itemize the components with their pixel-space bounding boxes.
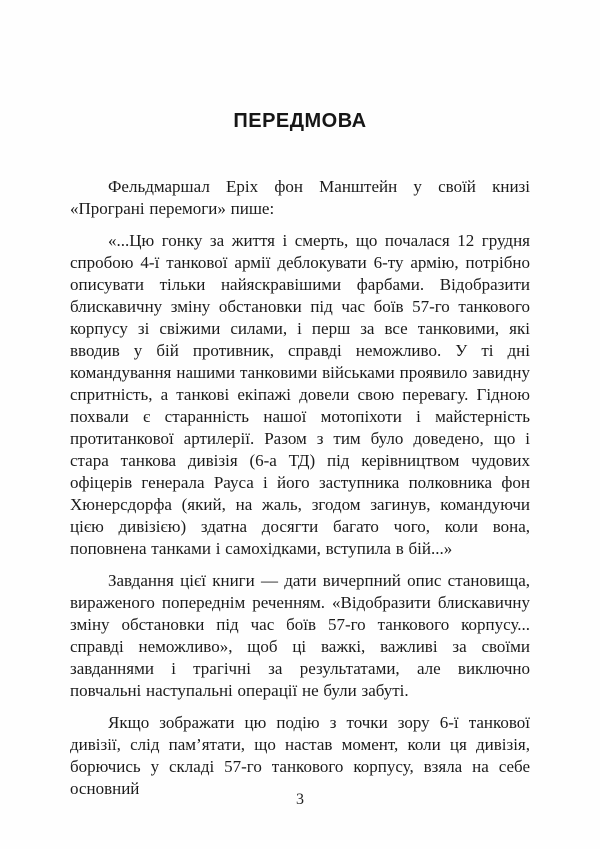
paragraph-intro: Фельдмаршал Еріх фон Манштейн у своїй книзі «Програні перемоги» пише: xyxy=(70,177,530,218)
page-number: 3 xyxy=(296,791,304,808)
paragraph-division-view: Якщо зображати цю подію з точки зору 6-ї танкової дивізії, слід пам’ятати, що настав момент, коли ця дивізія, борючись у складі 57-го танкового корпусу, взяла на себе основний xyxy=(70,713,530,798)
page-content xyxy=(70,176,530,800)
paragraph-book-task: Завдання цієї книги — дати вичерпний опис становища, вираженого попереднім реченням. «Відобразити блискавичну зміну обстановки під час боїв 57-го танкового корпусу... справді неможливо», щоб ці важкі, важливі за своїми завданнями і трагічні за результатами, але виключно повчальні наступальні операції не були забуті. xyxy=(70,571,530,700)
chapter-title: ПЕРЕДМОВА xyxy=(233,110,367,132)
paragraph-quote: «...Цю гонку за життя і смерть, що почалася 12 грудня спробою 4-ї танкової армії деблокувати 6-ту армію, потрібно описувати тільки найяскравішими фарбами. Відобразити блискавичну зміну обстановки під час боїв 57-го танкового корпусу зі свіжими силами, і перш за все танковими, які вводив у бій противник, справді неможливо. У ті дні командування нашими танковими військами проявило завидну спритність, а танкові екіпажі довели свою перевагу. Гідною похвали є старанність нашої мотопіхоти і майстерність протитанкової артилерії. Разом з тим було доведено, що і стара танкова дивізія (6-а ТД) під керівництвом чудових офіцерів генерала Рауса і його заступника полковника фон Хюнерсдорфа (який, на жаль, згодом загинув, командуючи цією дивізією) здатна досягти багато чого, коли вона, поповнена танками і самохідками, вступила в бій...» xyxy=(70,231,530,558)
